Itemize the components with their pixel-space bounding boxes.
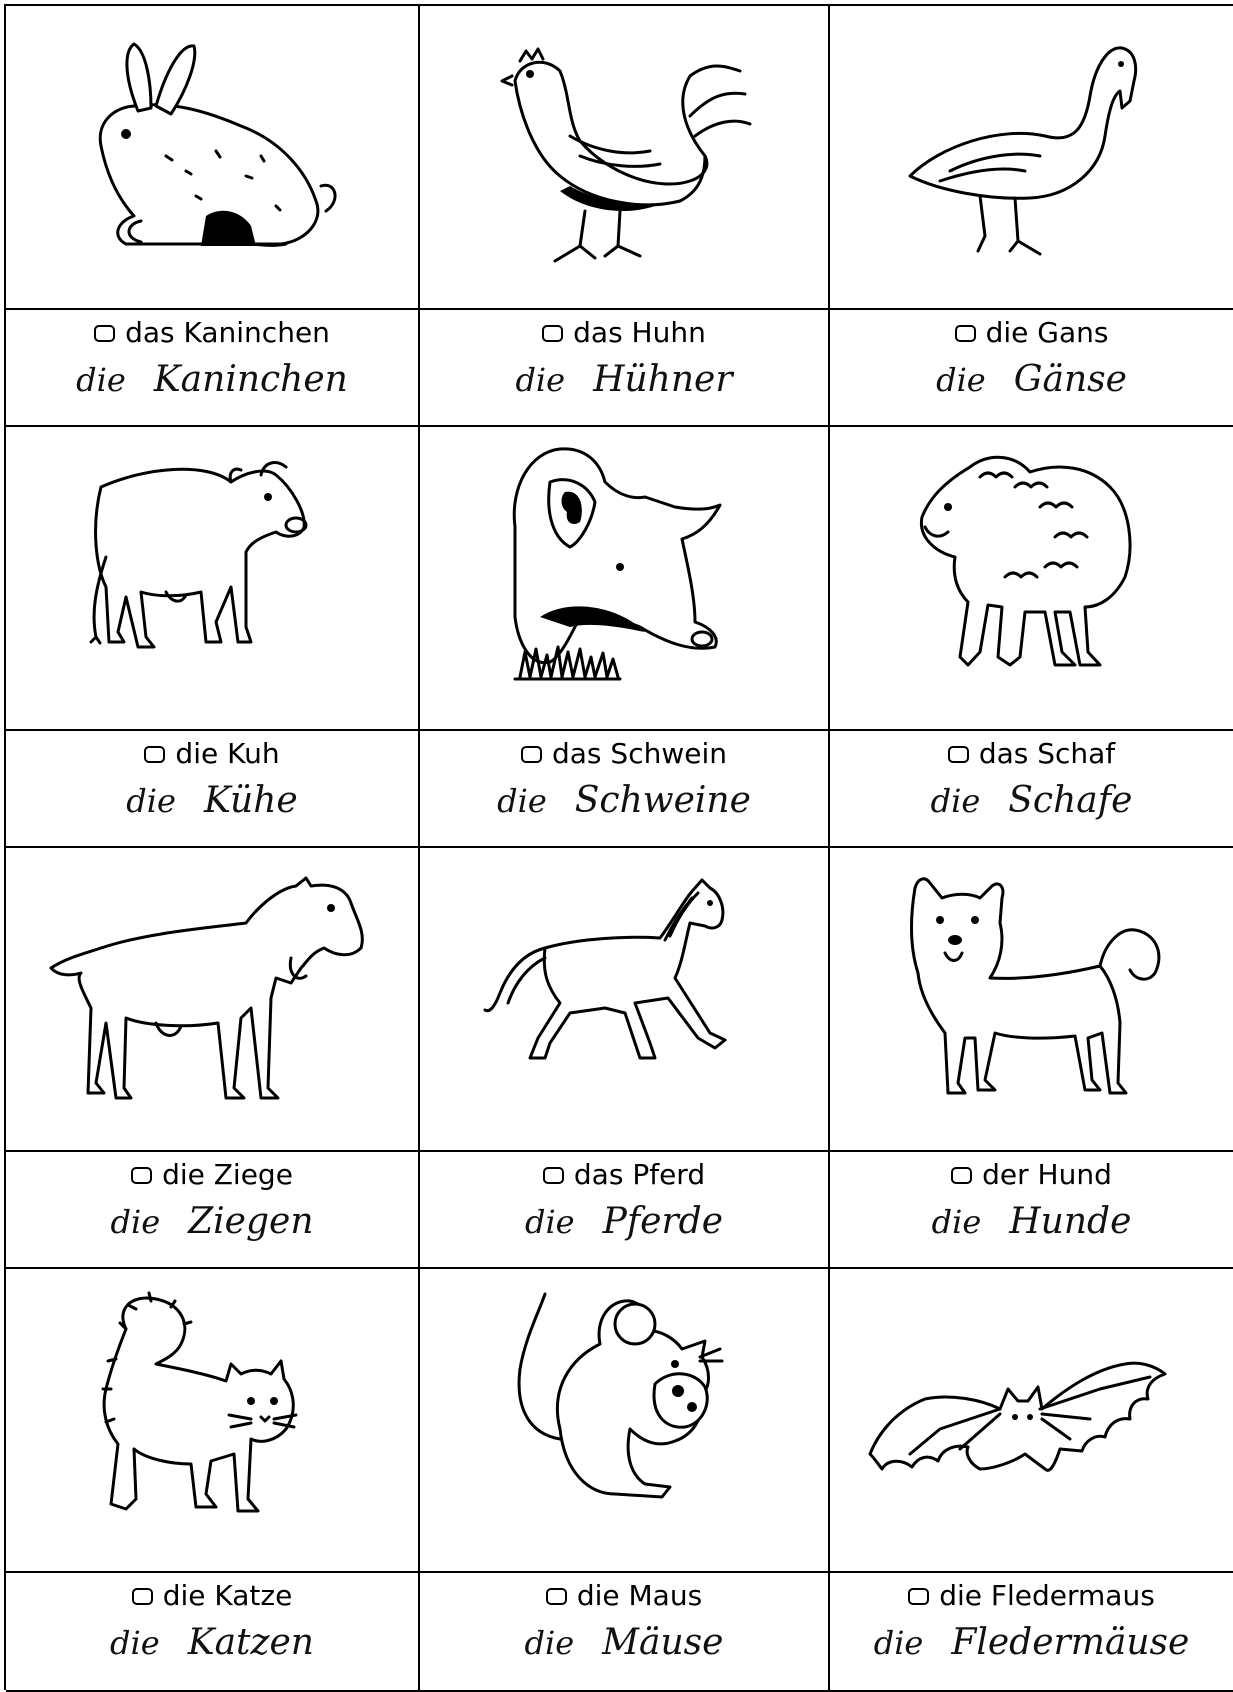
checkbox[interactable] (94, 325, 115, 342)
checkbox[interactable] (908, 1588, 929, 1605)
singular-label: der Hund (982, 1158, 1112, 1191)
card-label (420, 1152, 830, 1269)
plural-article: die (873, 1624, 924, 1662)
plural-label: Schafe (1008, 780, 1133, 821)
dog-icon (830, 848, 1233, 1150)
goat-icon (6, 848, 418, 1150)
horse-icon (420, 848, 828, 1150)
card-picture-bat (830, 1269, 1233, 1573)
checkbox[interactable] (144, 746, 165, 763)
singular-label: die Gans (985, 316, 1109, 349)
checkbox[interactable] (948, 746, 969, 763)
singular-label: das Huhn (573, 316, 706, 349)
plural-label: Fledermäuse (951, 1622, 1190, 1663)
mouse-icon (420, 1269, 828, 1571)
singular-label: das Kaninchen (125, 316, 330, 349)
goose-icon (830, 6, 1233, 308)
card-label (830, 1573, 1233, 1692)
plural-label: Hühner (593, 359, 733, 400)
checkbox[interactable] (543, 1167, 564, 1184)
plural-article: die (515, 361, 566, 399)
plural-label: Kühe (203, 780, 298, 821)
plural-article: die (936, 361, 986, 399)
card-picture-mouse (420, 1269, 830, 1573)
cat-icon (6, 1269, 418, 1571)
card-picture-sheep (830, 427, 1233, 731)
plural-article: die (76, 361, 126, 399)
singular-label: die Katze (162, 1579, 293, 1612)
card-picture-goat (6, 848, 420, 1152)
card-label (6, 1573, 420, 1692)
card-label (420, 731, 830, 848)
card-label (830, 731, 1233, 848)
plural-label: Ziegen (188, 1201, 314, 1242)
checkbox[interactable] (951, 1167, 972, 1184)
cow-icon (6, 427, 418, 729)
checkbox[interactable] (955, 325, 976, 342)
plural-label: Mäuse (602, 1622, 724, 1663)
card-picture-cat (6, 1269, 420, 1573)
sheep-icon (830, 427, 1233, 729)
plural-label: Schweine (574, 780, 751, 821)
plural-article: die (126, 782, 176, 820)
checkbox[interactable] (132, 1588, 153, 1605)
checkbox[interactable] (521, 746, 542, 763)
hen-icon (420, 6, 828, 308)
plural-article: die (524, 1624, 575, 1662)
checkbox[interactable] (546, 1588, 567, 1605)
card-label (830, 310, 1233, 427)
plural-article: die (930, 782, 981, 820)
plural-article: die (931, 1203, 982, 1241)
plural-article: die (497, 782, 547, 820)
checkbox[interactable] (542, 325, 563, 342)
singular-label: die Ziege (162, 1158, 293, 1191)
card-label (830, 1152, 1233, 1269)
rabbit-icon (6, 6, 418, 308)
animal-card-grid (4, 4, 1233, 1690)
card-label (420, 1573, 830, 1692)
plural-article: die (110, 1203, 161, 1241)
card-picture-rabbit (6, 6, 420, 310)
card-picture-goose (830, 6, 1233, 310)
card-picture-cow (6, 427, 420, 731)
card-label (6, 731, 420, 848)
plural-label: Gänse (1013, 359, 1127, 400)
plural-label: Katzen (187, 1622, 314, 1663)
card-label (420, 310, 830, 427)
card-picture-hen (420, 6, 830, 310)
singular-label: das Schaf (978, 737, 1116, 770)
plural-label: Kaninchen (153, 359, 348, 400)
singular-label: die Fledermaus (939, 1579, 1155, 1612)
pig-icon (420, 427, 828, 729)
singular-label: die Kuh (175, 737, 280, 770)
card-label (6, 310, 420, 427)
plural-label: Pferde (602, 1201, 724, 1242)
card-label (6, 1152, 420, 1269)
singular-label: die Maus (576, 1579, 703, 1612)
singular-label: das Pferd (573, 1158, 706, 1191)
plural-article: die (110, 1624, 160, 1662)
card-picture-horse (420, 848, 830, 1152)
plural-article: die (524, 1203, 575, 1241)
checkbox[interactable] (131, 1167, 152, 1184)
singular-label: das Schwein (552, 737, 727, 770)
card-picture-pig (420, 427, 830, 731)
bat-icon (830, 1269, 1233, 1571)
plural-label: Hunde (1009, 1201, 1132, 1242)
card-picture-dog (830, 848, 1233, 1152)
